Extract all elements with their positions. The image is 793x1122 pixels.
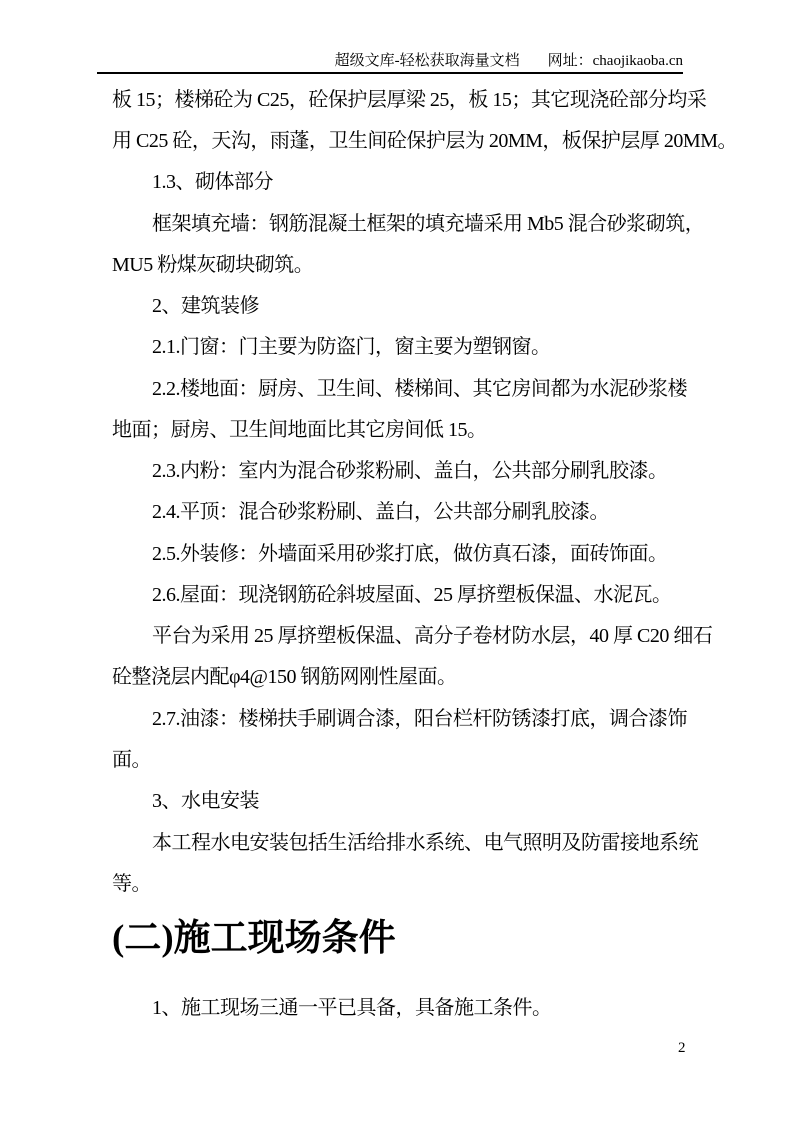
text-line: 地面；厨房、卫生间地面比其它房间低 15。 bbox=[112, 419, 487, 441]
text-line: 2.7.油漆：楼梯扶手刷调合漆，阳台栏杆防锈漆打底，调合漆饰 bbox=[152, 708, 687, 730]
header-rule bbox=[97, 72, 683, 74]
header-site-label: 超级文库-轻松获取海量文档 bbox=[334, 53, 520, 69]
text-line: 1、施工现场三通一平已具备，具备施工条件。 bbox=[152, 997, 552, 1019]
text-line: 2.5.外装修：外墙面采用砂浆打底，做仿真石漆，面砖饰面。 bbox=[152, 543, 668, 565]
page-header bbox=[97, 52, 683, 70]
text-line: 1.3、砌体部分 bbox=[152, 171, 273, 193]
text-line: 砼整浇层内配φ4@150 钢筋网刚性屋面。 bbox=[112, 666, 457, 688]
text-line: MU5 粉煤灰砌块砌筑。 bbox=[112, 254, 314, 276]
text-line: 面。 bbox=[112, 749, 151, 771]
text-line: 2、建筑装修 bbox=[152, 295, 259, 317]
text-line: 本工程水电安装包括生活给排水系统、电气照明及防雷接地系统 bbox=[152, 832, 698, 854]
text-line: 2.3.内粉：室内为混合砂浆粉刷、盖白，公共部分刷乳胶漆。 bbox=[152, 460, 668, 482]
text-line: 2.4.平顶：混合砂浆粉刷、盖白，公共部分刷乳胶漆。 bbox=[152, 501, 609, 523]
text-line: 2.6.屋面：现浇钢筋砼斜坡屋面、25 厚挤塑板保温、水泥瓦。 bbox=[152, 584, 672, 606]
text-line: 2.2.楼地面：厨房、卫生间、楼梯间、其它房间都为水泥砂浆楼 bbox=[152, 378, 687, 400]
text-line: 3、水电安装 bbox=[152, 790, 259, 812]
text-line: 平台为采用 25 厚挤塑板保温、高分子卷材防水层，40 厚 C20 细石 bbox=[152, 625, 713, 647]
text-line: 用 C25 砼，天沟，雨蓬，卫生间砼保护层为 20MM，板保护层厚 20MM。 bbox=[112, 130, 737, 152]
section-heading: (二)施工现场条件 bbox=[112, 918, 396, 959]
page-number: 2 bbox=[678, 1040, 686, 1056]
text-line: 板 15；楼梯砼为 C25，砼保护层厚梁 25，板 15；其它现浇砼部分均采 bbox=[112, 89, 707, 111]
text-line: 2.1.门窗：门主要为防盗门，窗主要为塑钢窗。 bbox=[152, 336, 551, 358]
text-line: 等。 bbox=[112, 873, 151, 895]
text-line: 框架填充墙：钢筋混凝土框架的填充墙采用 Mb5 混合砂浆砌筑， bbox=[152, 213, 705, 235]
header-url-label: 网址：chaojikaoba.cn bbox=[547, 53, 683, 69]
